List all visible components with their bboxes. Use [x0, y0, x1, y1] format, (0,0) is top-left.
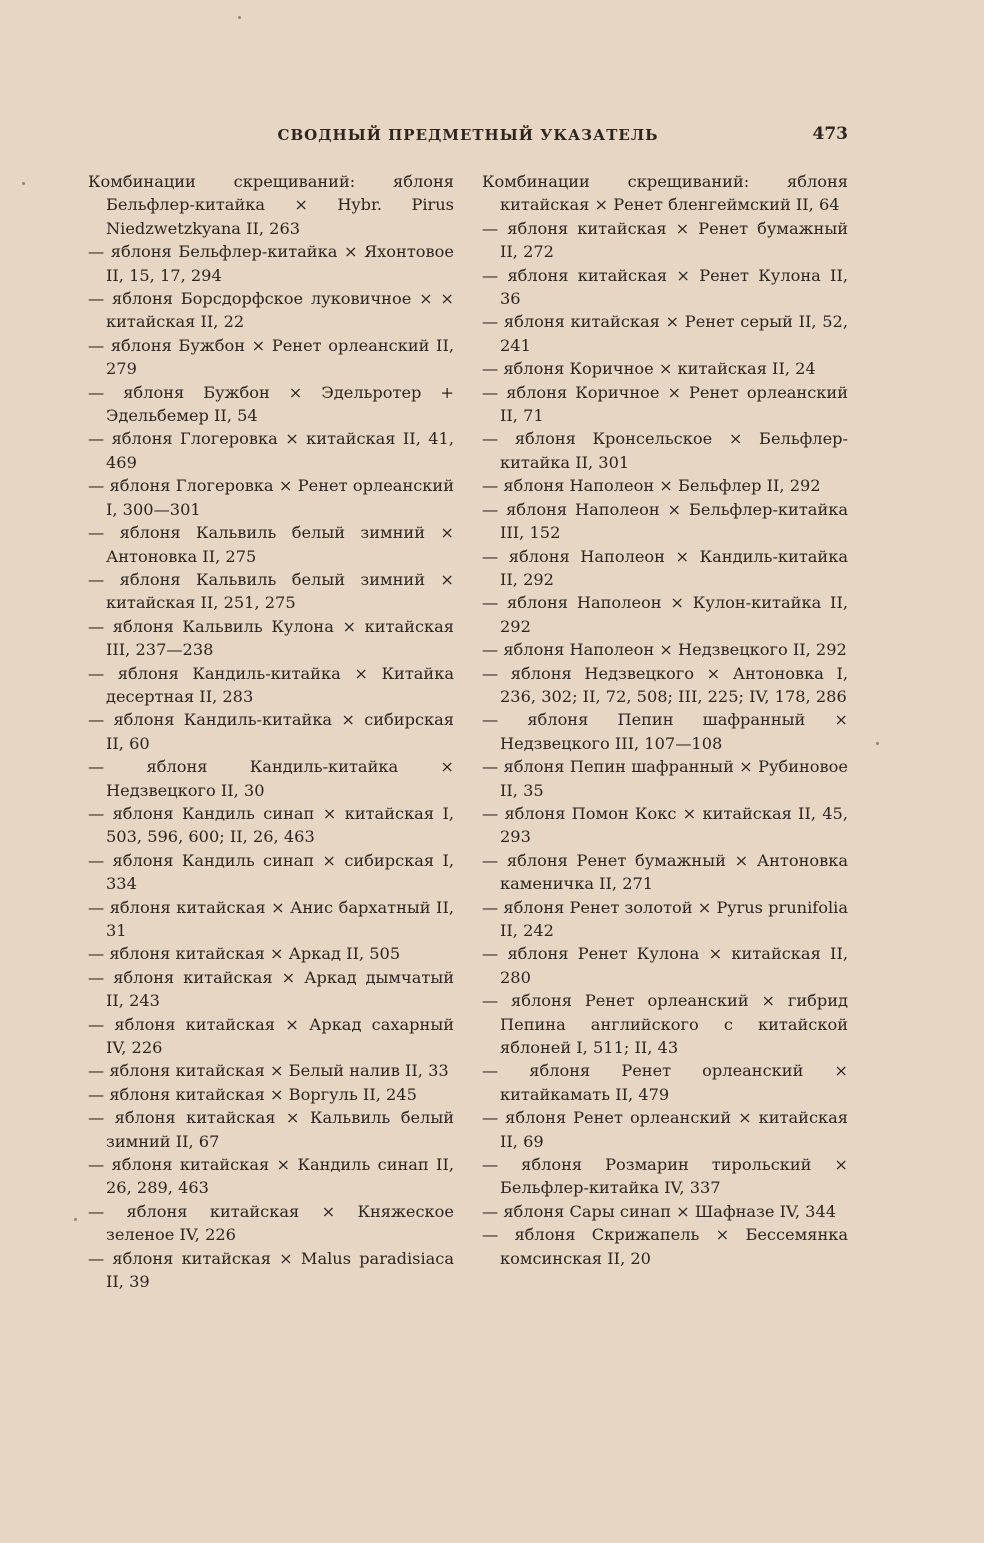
index-entry: — яблоня Кандиль синап × сибирская I, 334: [88, 850, 454, 894]
index-entry: — яблоня Кронсельское × Бельфлер-китайка II, 301: [482, 429, 848, 472]
index-entry: — яблоня китайская × Ренет серый II, 52, 241: [482, 312, 848, 355]
index-entry: — яблоня Ренет орлеанский × гибрид Пепина английского с китайской яблоней I, 511; II, 43: [482, 991, 848, 1058]
index-entry: — яблоня Коричное × китайская II, 24: [482, 359, 816, 379]
index-entry: — яблоня китайская × Княжеское зеленое IV, 226: [88, 1201, 454, 1245]
index-entry: — яблоня Коричное × Ренет орлеанский II, 71: [482, 382, 848, 426]
index-entry: — яблоня Сары синап × Шафназе IV, 344: [482, 1201, 837, 1221]
left-column: [88, 170, 454, 1294]
index-entry: — яблоня Пепин шафранный × Недзвецкого III, 107—108: [482, 710, 848, 753]
index-entry: — яблоня китайская × Аркад дымчатый II, 243: [88, 967, 454, 1011]
running-title: СВОДНЫЙ ПРЕДМЕТНЫЙ УКАЗАТЕЛЬ: [277, 126, 659, 144]
right-column: [482, 170, 848, 1270]
paper-speck: [22, 182, 25, 185]
index-entry: — яблоня Кандиль-китайка × сибирская II, 60: [88, 710, 454, 753]
index-entry: — яблоня Скрижапель × Бессемянка комсинская II, 20: [482, 1225, 848, 1268]
index-entry: — яблоня Наполеон × Недзвецкого II, 292: [482, 640, 847, 660]
index-entry: — яблоня китайская × Белый налив II, 33: [88, 1061, 449, 1081]
index-entry: — яблоня китайская × Ренет Кулона II, 36: [482, 265, 848, 309]
index-entry: — яблоня Кандиль-китайка × Недзвецкого II, 30: [88, 757, 454, 800]
index-entry: — яблоня Бельфлер-китайка × Яхонтовое II, 15, 17, 294: [88, 242, 454, 285]
index-entry: — яблоня китайская × Анис бархатный II, 31: [88, 897, 454, 940]
index-entry: — яблоня китайская × Воргуль II, 245: [88, 1084, 417, 1104]
index-entry: — яблоня Глогеровка × китайская II, 41, 469: [88, 429, 454, 472]
index-entry: Комбинации скрещиваний: яблоня китайская × Ренет бленгеймский II, 64: [482, 172, 848, 215]
index-entry: — яблоня Ренет бумажный × Антоновка каменичка II, 271: [482, 850, 848, 894]
index-entry: — яблоня Помон Кокс × китайская II, 45, 293: [482, 803, 848, 847]
index-entry: — яблоня Кальвиль белый зимний × Антоновка II, 275: [88, 523, 454, 566]
index-entry: — яблоня Наполеон × Кулон-китайка II, 292: [482, 593, 848, 636]
index-entry: Комбинации скрещиваний: яблоня Бельфлер-китайка × Hybr. Pirus Niedzwetzkyana II, 263: [88, 172, 454, 238]
index-entry: — яблоня китайская × Ренет бумажный II, 272: [482, 218, 848, 262]
index-entry: — яблоня Бужбон × Ренет орлеанский II, 279: [88, 335, 454, 379]
index-entry: — яблоня Бужбон × Эдельротер + Эдельбемер II, 54: [88, 382, 454, 426]
index-entry: — яблоня Ренет Кулона × китайская II, 280: [482, 944, 848, 987]
index-entry: — яблоня Наполеон × Кандиль-китайка II, 292: [482, 546, 848, 589]
index-entry: — яблоня Кандиль-китайка × Китайка десертная II, 283: [88, 663, 454, 706]
paper-speck: [876, 742, 879, 745]
index-entry: — яблоня Глогеровка × Ренет орлеанский I, 300—301: [88, 476, 454, 519]
paper-speck: [74, 1218, 77, 1221]
index-entry: — яблоня китайская × Malus paradisiaca II, 39: [88, 1248, 454, 1292]
page-header: [88, 124, 848, 148]
index-entry: — яблоня Ренет золотой × Pyrus prunifolia II, 242: [482, 897, 848, 940]
index-entry: — яблоня Недзвецкого × Антоновка I, 236, 302; II, 72, 508; III, 225; IV, 178, 286: [482, 663, 848, 706]
index-entry: — яблоня Борсдорфское луковичное × × китайская II, 22: [88, 289, 454, 332]
index-entry: — яблоня Кальвиль белый зимний × китайская II, 251, 275: [88, 569, 454, 613]
index-entry: — яблоня китайская × Аркад сахарный IV, 226: [88, 1014, 454, 1058]
index-entry: — яблоня китайская × Аркад II, 505: [88, 944, 401, 964]
page-number: 473: [812, 124, 848, 144]
index-entry: — яблоня китайская × Кандиль синап II, 26, 289, 463: [88, 1155, 454, 1198]
index-entry: — яблоня Кандиль синап × китайская I, 503, 596, 600; II, 26, 463: [88, 803, 454, 847]
index-entry: — яблоня Розмарин тирольский × Бельфлер-китайка IV, 337: [482, 1155, 848, 1198]
index-entry: — яблоня Ренет орлеанский × китайкамать II, 479: [482, 1061, 848, 1104]
index-entry: — яблоня Ренет орлеанский × китайская II, 69: [482, 1108, 848, 1151]
paper-speck: [238, 16, 241, 19]
index-entry: — яблоня Пепин шафранный × Рубиновое II, 35: [482, 757, 848, 800]
index-entry: — яблоня Кальвиль Кулона × китайская III, 237—238: [88, 616, 454, 660]
index-entry: — яблоня Наполеон × Бельфлер-китайка III, 152: [482, 499, 848, 543]
index-entry: — яблоня китайская × Кальвиль белый зимний II, 67: [88, 1108, 454, 1151]
index-entry: — яблоня Наполеон × Бельфлер II, 292: [482, 476, 821, 496]
